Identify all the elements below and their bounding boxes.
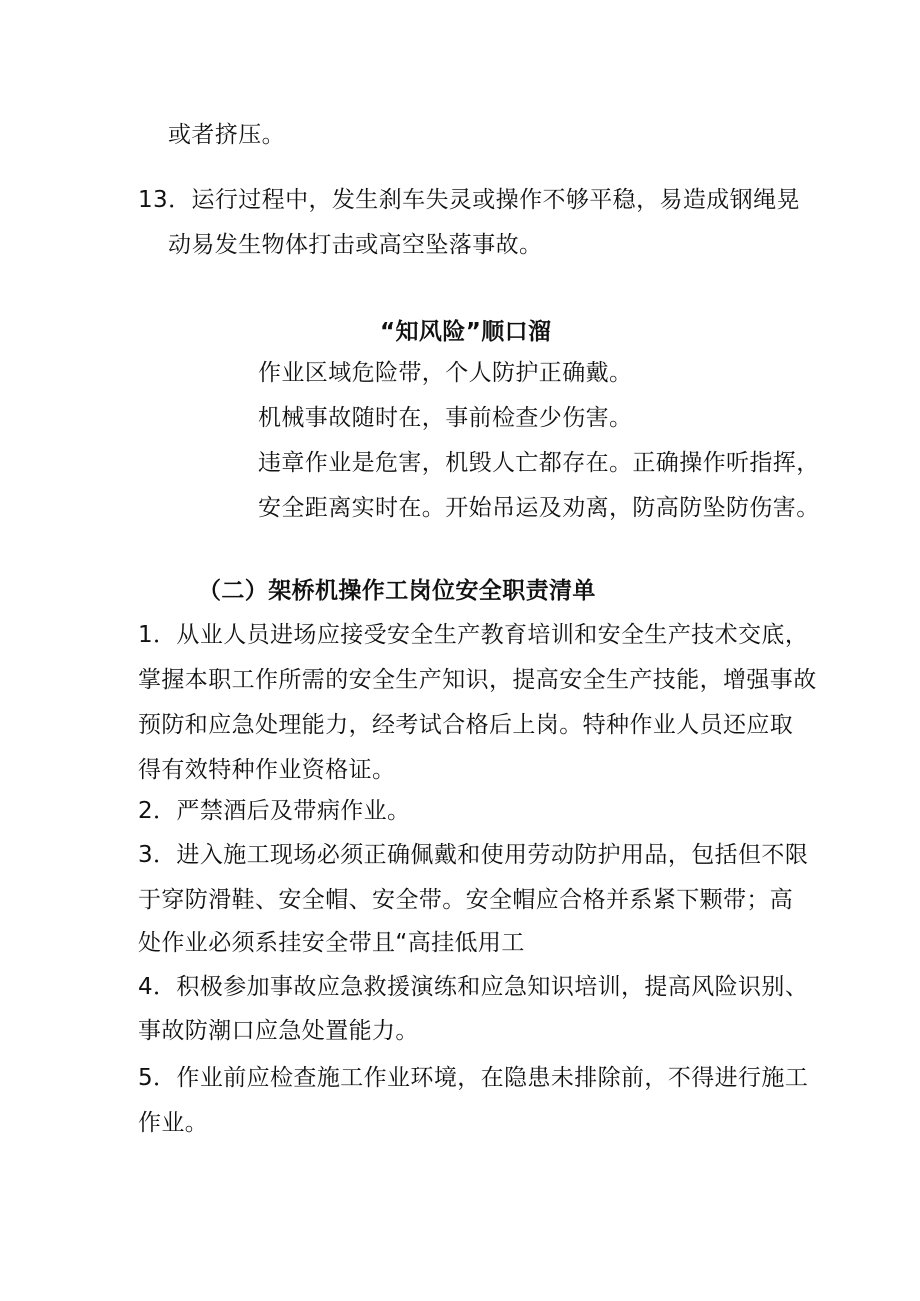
rhyme-line-2: 机械事故随时在，事前检查少伤害。 [258, 405, 633, 431]
item-1-line-2: 掌握本职工作所需的安全生产知识，提高安全生产技能，增强事故 [138, 667, 817, 693]
item-3-line-2: 于穿防滑鞋、安全帽、安全带。安全帽应合格并系紧下颗带；高 [138, 887, 794, 913]
item-3-line-1: 3．进入施工现场必须正确佩戴和使用劳动防护用品，包括但不限 [138, 842, 809, 868]
item-1-line-3: 预防和应急处理能力，经考试合格后上岗。特种作业人员还应取 [138, 712, 794, 738]
rhyme-title: “知风险”顺口溜 [380, 319, 552, 345]
item-4-line-2: 事故防潮口应急处置能力。 [138, 1018, 419, 1044]
item-1-line-4: 得有效特种作业资格证。 [138, 757, 396, 783]
rhyme-line-3: 违章作业是危害，机毁人亡都存在。正确操作听指挥， [258, 450, 820, 476]
item-3-line-3: 处作业必须系挂安全带且“高挂低用工 [138, 930, 525, 956]
section-heading: （二）架桥机操作工岗位安全职责清单 [198, 578, 596, 604]
rhyme-line-1: 作业区域危险带，个人防护正确戴。 [258, 360, 633, 386]
item-5-line-2: 作业。 [138, 1110, 209, 1136]
continuation-text: 或者挤压。 [168, 122, 285, 148]
item-13-line-1: 13．运行过程中，发生刹车失灵或操作不够平稳，易造成钢绳晃 [138, 187, 800, 213]
rhyme-line-4: 安全距离实时在。开始吊运及劝离，防高防坠防伤害。 [258, 495, 820, 521]
item-13-line-2: 动易发生物体打击或高空坠落事故。 [168, 232, 543, 258]
item-5-line-1: 5．作业前应检查施工作业环境，在隐患未排除前，不得进行施工 [138, 1065, 809, 1091]
item-4-line-1: 4．积极参加事故应急救援演练和应急知识培训，提高风险识别、 [138, 974, 809, 1000]
item-2: 2．严禁酒后及带病作业。 [138, 798, 411, 824]
item-1-line-1: 1．从业人员进场应接受安全生产教育培训和安全生产技术交底， [138, 622, 809, 648]
